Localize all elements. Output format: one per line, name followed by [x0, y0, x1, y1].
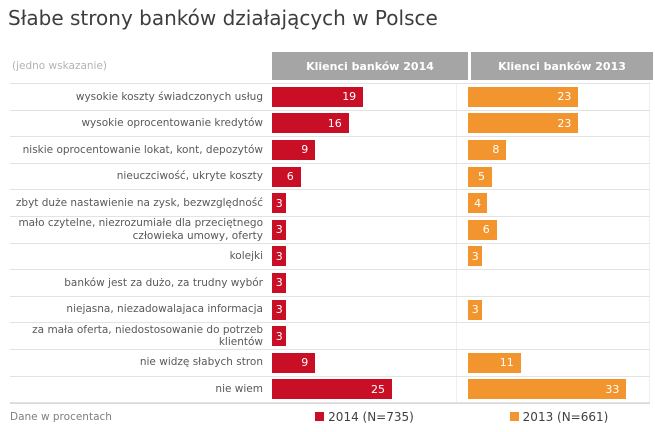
bar-2014 — [272, 113, 349, 133]
bar-cell-2013 — [468, 217, 650, 243]
bar-cell-2014 — [272, 137, 457, 163]
bar-cell-2013 — [468, 244, 650, 270]
category-label: niejasna, niezadowalajaca informacja — [66, 303, 263, 316]
bar-cell-2013 — [468, 137, 650, 163]
category-label: nie wiem — [215, 383, 263, 396]
category-label: kolejki — [229, 250, 263, 263]
legend-label-2014: 2014 (N=735) — [328, 409, 414, 424]
bar-cell-2013 — [468, 270, 650, 296]
bar-2013 — [468, 167, 492, 187]
legend-swatch-2014-icon — [315, 412, 324, 421]
bar-cell-2014 — [272, 323, 457, 349]
category-label: zbyt duże nastawienie na zysk, bezwzględność — [15, 196, 263, 209]
bar-value-2013: 5 — [478, 170, 485, 184]
bar-value-2014: 3 — [275, 196, 283, 210]
bar-value-2013: 3 — [471, 249, 479, 263]
bar-value-2013: 33 — [605, 382, 620, 396]
chart-row — [10, 244, 650, 271]
chart-row — [10, 323, 650, 350]
bar-cell-2014 — [272, 164, 457, 190]
bar-cell-2014 — [272, 111, 457, 137]
bar-2014 — [272, 273, 286, 293]
chart-rows — [10, 83, 650, 403]
bar-cell-2013 — [468, 377, 650, 403]
chart-row — [10, 84, 650, 111]
category-label: nie widzę słabych stron — [139, 356, 263, 369]
legend-2014 — [272, 410, 457, 424]
bar-2013 — [468, 193, 487, 213]
bar-2013 — [468, 87, 578, 107]
page-title: Słabe strony banków działających w Polsce — [8, 6, 438, 30]
bar-2014 — [272, 326, 286, 346]
note-cell — [10, 52, 272, 80]
chart-row — [10, 350, 650, 377]
instruction-note: (jedno wskazanie) — [12, 60, 108, 72]
bar-value-2013: 23 — [557, 90, 572, 104]
bar-2013 — [468, 300, 482, 320]
bar-value-2014: 3 — [275, 276, 283, 290]
legend-label-2013: 2013 (N=661) — [522, 409, 609, 424]
category-label: mało czytelne, niezrozumiałe dla przeciętnego człowieka umowy, oferty — [18, 217, 263, 242]
bar-cell-2013 — [468, 84, 650, 110]
bar-value-2013: 6 — [482, 223, 490, 237]
column-headers — [10, 52, 655, 80]
column-header-2013: Klienci banków 2013 — [471, 52, 653, 80]
bar-2014 — [272, 246, 286, 266]
chart-row — [10, 164, 650, 191]
chart-row — [10, 377, 650, 404]
bar-value-2014: 3 — [275, 223, 283, 237]
chart-footer — [10, 403, 650, 429]
category-label: banków jest za dużo, za trudny wybór — [64, 276, 263, 289]
bar-cell-2013 — [468, 190, 650, 216]
bar-2014 — [272, 87, 363, 107]
bar-2014 — [272, 353, 315, 373]
category-label: nieuczciwość, ukryte koszty — [116, 170, 263, 183]
bar-2013 — [468, 379, 626, 399]
bar-cell-2013 — [468, 323, 650, 349]
category-label: za mała oferta, niedostosowanie do potrzeb klientów — [32, 323, 263, 349]
bar-2013 — [468, 353, 521, 373]
bar-cell-2014 — [272, 190, 457, 216]
chart-row — [10, 297, 650, 324]
bar-2014 — [272, 220, 286, 240]
bar-value-2013: 8 — [492, 143, 500, 157]
bar-2014 — [272, 167, 301, 187]
bar-cell-2013 — [468, 297, 650, 323]
bar-value-2014: 6 — [286, 170, 294, 184]
column-header-2014: Klienci banków 2014 — [272, 52, 468, 80]
bar-cell-2014 — [272, 297, 457, 323]
bar-value-2013: 23 — [557, 116, 572, 130]
bar-2014 — [272, 379, 392, 399]
bar-value-2014: 19 — [342, 90, 357, 104]
legend-swatch-2013-icon — [510, 412, 519, 421]
bar-2013 — [468, 220, 497, 240]
legend-2013 — [468, 410, 650, 424]
chart-row — [10, 190, 650, 217]
category-label: niskie oprocentowanie lokat, kont, depozytów — [22, 143, 263, 156]
bar-cell-2014 — [272, 84, 457, 110]
chart-row — [10, 111, 650, 138]
bar-value-2014: 3 — [275, 249, 283, 263]
bar-cell-2014 — [272, 270, 457, 296]
category-label: wysokie oprocentowanie kredytów — [81, 117, 263, 130]
bar-2014 — [272, 300, 286, 320]
bar-cell-2014 — [272, 217, 457, 243]
bar-2014 — [272, 193, 286, 213]
bar-value-2013: 3 — [471, 303, 479, 317]
chart-row — [10, 217, 650, 244]
bar-cell-2014 — [272, 377, 457, 403]
bar-cell-2014 — [272, 244, 457, 270]
chart-row — [10, 270, 650, 297]
bar-cell-2013 — [468, 111, 650, 137]
bar-value-2014: 3 — [275, 329, 283, 343]
bar-value-2013: 11 — [499, 356, 514, 370]
bar-2013 — [468, 113, 578, 133]
bar-2013 — [468, 140, 506, 160]
bar-value-2014: 9 — [301, 356, 309, 370]
bar-2014 — [272, 140, 315, 160]
bar-value-2014: 3 — [275, 303, 283, 317]
chart-row — [10, 137, 650, 164]
footer-note: Dane w procentach — [10, 410, 112, 423]
bar-value-2014: 9 — [301, 143, 309, 157]
bar-cell-2014 — [272, 350, 457, 376]
bar-value-2013: 4 — [474, 196, 482, 210]
bar-cell-2013 — [468, 350, 650, 376]
bar-2013 — [468, 246, 482, 266]
bar-value-2014: 25 — [371, 382, 385, 396]
bar-value-2014: 16 — [327, 116, 342, 130]
bar-cell-2013 — [468, 164, 650, 190]
category-label: wysokie koszty świadczonych usług — [75, 90, 263, 103]
